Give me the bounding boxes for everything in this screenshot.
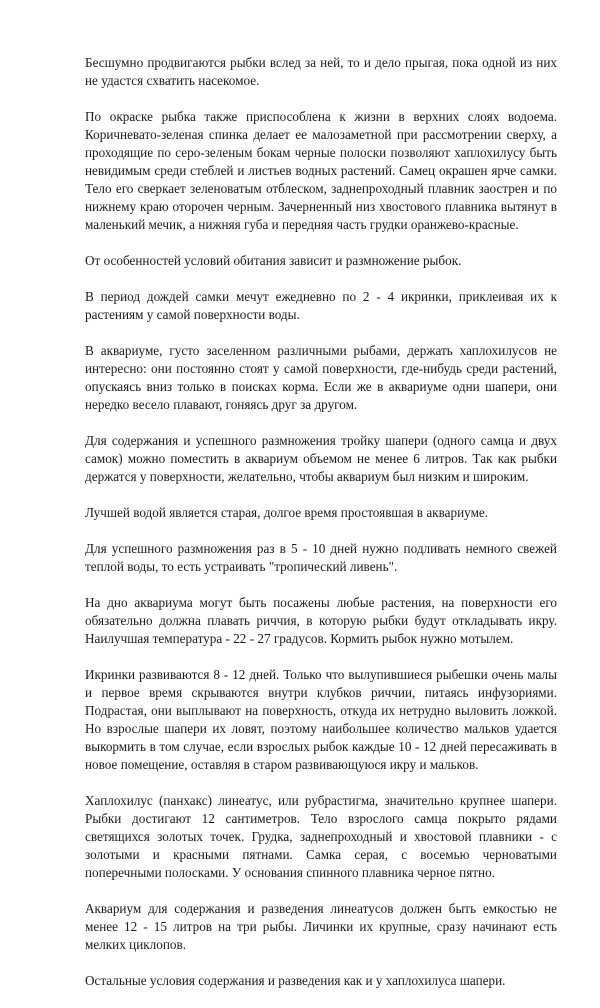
document-page bbox=[85, 54, 557, 1008]
paragraph-5: В аквариуме, густо заселенном различными рыбами, держать хаплохилусов не интересно: они постоянно стоят у самой поверхности, где-нибудь среди растений, опускаясь вниз только в поисках корма. Если же в аквариуме одни шапери, они нередко весело плавают, гоняясь друг за другом. bbox=[85, 343, 557, 412]
paragraph-12: Аквариум для содержания и разведения линеатусов должен быть емкостью не менее 12 - 15 литров на три рыбы. Личинки их крупные, сразу начинают есть мелких циклопов. bbox=[85, 901, 557, 952]
paragraph-7: Лучшей водой является старая, долгое время простоявшая в аквариуме. bbox=[85, 505, 489, 520]
paragraph-11: Хаплохилус (панхакс) линеатус, или рубрастигма, значительно крупнее шапери. Рыбки достигают 12 сантиметров. Тело взрослого самца покрыто рядами светящихся золотых точек. Грудка, заднепроходный и хвостовой плавники - с золотыми и красными пятнами. Самка серая, с восемью черноватыми поперечными полосками. У основания спинного плавника черное пятно. bbox=[85, 793, 557, 880]
paragraph-4: В период дождей самки мечут ежедневно по 2 - 4 икринки, приклеивая их к растениям у самой поверхности воды. bbox=[85, 289, 557, 322]
paragraph-13: Остальные условия содержания и разведения как и у хаплохилуса шапери. bbox=[85, 973, 506, 988]
paragraph-2: По окраске рыбка также приспособлена к жизни в верхних слоях водоема. Коричневато-зеленая спинка делает ее малозаметной при рассмотрении сверху, а проходящие по серо-зеленым бокам черные полоски позволяют хаплохилусу быть невидимым среди стеблей и листьев водных растений. Самец окрашен ярче самки. Тело его сверкает зеленоватым отблеском, заднепроходный плавник заострен и по нижнему краю оторочен черным. Зачерненный низ хвостового плавника вытянут в маленький мечик, а нижняя губа и передняя часть грудки оранжево-красные. bbox=[85, 109, 557, 232]
paragraph-1: Бесшумно продвигаются рыбки вслед за ней, то и дело прыгая, пока одной из них не удастся схватить насекомое. bbox=[85, 55, 557, 88]
paragraph-10: Икринки развиваются 8 - 12 дней. Только что вылупившиеся рыбешки очень малы и первое время скрываются внутри клубков риччии, питаясь инфузориями. Подрастая, они выплывают на поверхность, откуда их нетрудно выловить ложкой. Но взрослые шапери их ловят, поэтому наибольшее количество мальков удается выкормить в том случае, если взрослых рыбок каждые 10 - 12 дней пересаживать в новое помещение, оставляя в старом развивающуюся икру и мальков. bbox=[85, 667, 557, 772]
paragraph-6: Для содержания и успешного размножения тройку шапери (одного самца и двух самок) можно поместить в аквариум объемом не менее 6 литров. Так как рыбки держатся у поверхности, желательно, чтобы аквариум был низким и широким. bbox=[85, 433, 557, 484]
paragraph-3: От особенностей условий обитания зависит и размножение рыбок. bbox=[85, 253, 462, 268]
paragraph-9: На дно аквариума могут быть посажены любые растения, на поверхности его обязательно должна плавать риччия, в которую рыбки будут откладывать икру. Наилучшая температура - 22 - 27 градусов. Кормить рыбок нужно мотылем. bbox=[85, 595, 557, 646]
paragraph-8: Для успешного размножения раз в 5 - 10 дней нужно подливать немного свежей теплой воды, то есть устраивать "тропический ливень". bbox=[85, 541, 557, 574]
